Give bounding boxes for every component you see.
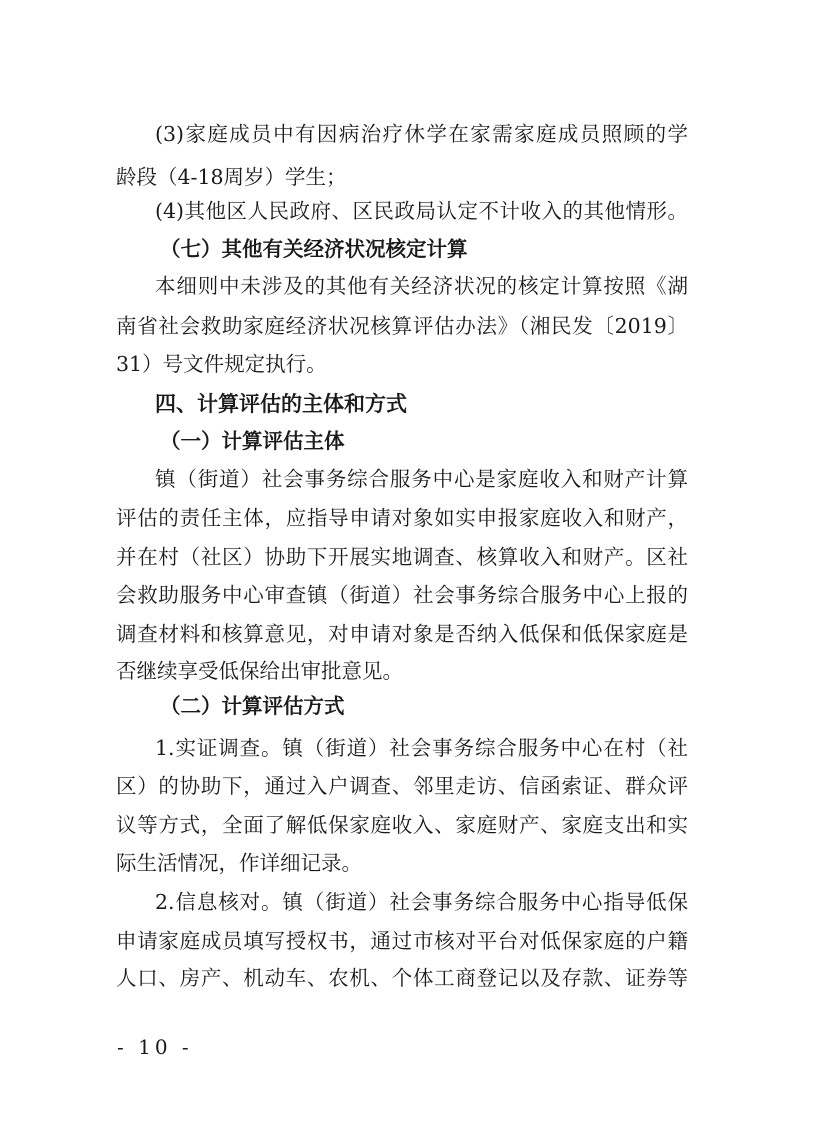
page-number: - 10 - — [117, 1035, 193, 1059]
text-line: 南省社会救助家庭经济状况核算评估办法》（湘民发〔2019〕 — [116, 314, 688, 338]
chapter-heading: 四、计算评估的主体和方式 — [155, 392, 407, 416]
text-line: (3)家庭成员中有因病治疗休学在家需家庭成员照顾的学 — [155, 122, 688, 146]
text-line: 镇（街道）社会事务综合服务中心是家庭收入和财产计算 — [155, 467, 688, 491]
section-heading: （二）计算评估方式 — [160, 694, 345, 718]
text-line: 申请家庭成员填写授权书，通过市核对平台对低保家庭的户籍 — [116, 929, 688, 953]
text-line: 2.信息核对。镇（街道）社会事务综合服务中心指导低保 — [155, 890, 688, 914]
text-line: (4)其他区人民政府、区民政局认定不计收入的其他情形。 — [155, 199, 688, 223]
text-line: 31）号文件规定执行。 — [116, 352, 327, 376]
text-line: 议等方式，全面了解低保家庭收入、家庭财产、家庭支出和实 — [116, 813, 688, 837]
text-line: 区）的协助下，通过入户调查、邻里走访、信函索证、群众评 — [116, 774, 688, 798]
text-line: 本细则中未涉及的其他有关经济状况的核定计算按照《湖 — [155, 274, 688, 298]
text-line: 会救助服务中心审查镇（街道）社会事务综合服务中心上报的 — [116, 583, 688, 607]
section-heading: （七）其他有关经济状况核定计算 — [160, 237, 468, 261]
section-heading: （一）计算评估主体 — [160, 429, 345, 453]
text-line: 龄段（4-18周岁）学生； — [116, 165, 347, 189]
text-line: 否继续享受低保给出审批意见。 — [116, 659, 403, 683]
text-line: 评估的责任主体，应指导申请对象如实申报家庭收入和财产， — [116, 506, 688, 530]
text-line: 1.实证调查。镇（街道）社会事务综合服务中心在村（社 — [155, 736, 688, 760]
text-line: 调查材料和核算意见，对申请对象是否纳入低保和低保家庭是 — [116, 622, 688, 646]
text-line: 际生活情况，作详细记录。 — [116, 851, 362, 875]
text-line: 人口、房产、机动车、农机、个体工商登记以及存款、证券等 — [116, 966, 688, 990]
text-line: 并在村（社区）协助下开展实地调查、核算收入和财产。区社 — [116, 545, 688, 569]
